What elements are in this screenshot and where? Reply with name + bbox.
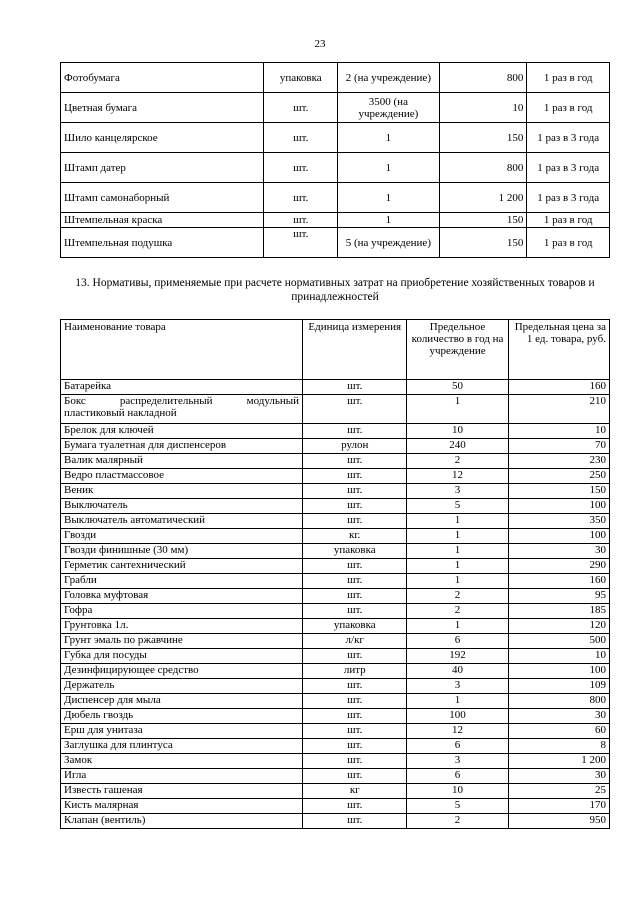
table-row: [61, 529, 610, 544]
item-price: 100: [508, 529, 609, 544]
item-name: Батарейка: [61, 380, 303, 395]
item-unit: шт.: [303, 424, 407, 439]
table-row: [61, 123, 610, 153]
page-number: 23: [314, 38, 326, 50]
table-row: [61, 634, 610, 649]
item-quantity: 3: [407, 484, 508, 499]
header-name: Наименование товара: [61, 320, 303, 380]
item-unit: л/кг: [303, 634, 407, 649]
item-name: Фотобумага: [61, 63, 264, 93]
item-quantity: 50: [407, 380, 508, 395]
item-unit: шт.: [303, 469, 407, 484]
item-unit: шт.: [264, 93, 338, 123]
item-frequency: 1 раз в год: [527, 93, 610, 123]
item-name: Штемпельная подушка: [61, 228, 264, 258]
item-price: 120: [508, 619, 609, 634]
item-quantity: 10: [407, 424, 508, 439]
item-unit: шт.: [303, 484, 407, 499]
item-name: Кисть малярная: [61, 799, 303, 814]
table-row: [61, 439, 610, 454]
item-unit: шт.: [264, 228, 338, 258]
item-name: Головка муфтовая: [61, 589, 303, 604]
item-quantity: 1: [338, 153, 440, 183]
item-name: Игла: [61, 769, 303, 784]
table-row: [61, 604, 610, 619]
item-price: 60: [508, 724, 609, 739]
item-price: 150: [439, 228, 527, 258]
item-price: 210: [508, 395, 609, 424]
header-quantity: Предельное количество в год на учреждение: [407, 320, 508, 380]
item-unit: шт.: [303, 709, 407, 724]
item-quantity: 5 (на учреждение): [338, 228, 440, 258]
table-row: [61, 784, 610, 799]
item-unit: шт.: [303, 499, 407, 514]
item-quantity: 1: [407, 529, 508, 544]
item-price: 150: [439, 123, 527, 153]
item-name: Штамп датер: [61, 153, 264, 183]
table-row: [61, 559, 610, 574]
item-price: 170: [508, 799, 609, 814]
item-name: Валик малярный: [61, 454, 303, 469]
item-price: 160: [508, 380, 609, 395]
item-quantity: 2: [407, 604, 508, 619]
item-name: Клапан (вентиль): [61, 814, 303, 829]
section-heading: 13. Нормативы, применяемые при расчете нормативных затрат на приобретение хозяйственных товаров и принадлежностей: [75, 277, 595, 303]
item-unit: шт.: [303, 739, 407, 754]
item-name: Грабли: [61, 574, 303, 589]
item-price: 800: [439, 63, 527, 93]
item-quantity: 6: [407, 634, 508, 649]
item-price: 100: [508, 499, 609, 514]
table-row: [61, 754, 610, 769]
table-row: [61, 469, 610, 484]
item-quantity: 1: [407, 395, 508, 424]
item-quantity: 2: [407, 454, 508, 469]
item-name: Дюбель гвоздь: [61, 709, 303, 724]
item-price: 8: [508, 739, 609, 754]
item-name: Ерш для унитаза: [61, 724, 303, 739]
item-unit: шт.: [303, 574, 407, 589]
table-row: [61, 664, 610, 679]
table-row: [61, 213, 610, 228]
item-frequency: 1 раз в год: [527, 63, 610, 93]
item-unit: упаковка: [264, 63, 338, 93]
item-frequency: 1 раз в 3 года: [527, 153, 610, 183]
item-quantity: 12: [407, 724, 508, 739]
table-row: [61, 694, 610, 709]
item-quantity: 1: [407, 514, 508, 529]
item-quantity: 100: [407, 709, 508, 724]
item-price: 70: [508, 439, 609, 454]
item-unit: литр: [303, 664, 407, 679]
item-quantity: 10: [407, 784, 508, 799]
item-quantity: 6: [407, 739, 508, 754]
item-price: 100: [508, 664, 609, 679]
item-unit: шт.: [303, 724, 407, 739]
item-quantity: 1: [407, 694, 508, 709]
item-frequency: 1 раз в год: [527, 228, 610, 258]
table-row: [61, 679, 610, 694]
item-name: Диспенсер для мыла: [61, 694, 303, 709]
item-name: Брелок для ключей: [61, 424, 303, 439]
table-row: [61, 395, 610, 424]
table-row: [61, 574, 610, 589]
item-name: Шило канцелярское: [61, 123, 264, 153]
item-price: 500: [508, 634, 609, 649]
item-quantity: 5: [407, 499, 508, 514]
item-name: Ведро пластмассовое: [61, 469, 303, 484]
item-unit: шт.: [303, 679, 407, 694]
item-name: Грунтовка 1л.: [61, 619, 303, 634]
item-name: Выключатель: [61, 499, 303, 514]
item-price: 95: [508, 589, 609, 604]
table-row: [61, 93, 610, 123]
header-unit: Единица измерения: [303, 320, 407, 380]
item-name: Грунт эмаль по ржавчине: [61, 634, 303, 649]
item-quantity: 2: [407, 814, 508, 829]
item-price: 1 200: [439, 183, 527, 213]
item-price: 109: [508, 679, 609, 694]
item-price: 30: [508, 709, 609, 724]
table-row: [61, 589, 610, 604]
table-row: [61, 514, 610, 529]
item-quantity: 2 (на учреждение): [338, 63, 440, 93]
item-frequency: 1 раз в 3 года: [527, 183, 610, 213]
item-unit: шт.: [303, 395, 407, 424]
item-quantity: 2: [407, 589, 508, 604]
item-name: Губка для посуды: [61, 649, 303, 664]
table-row: [61, 63, 610, 93]
table-row: [61, 228, 610, 258]
item-name: Гвозди: [61, 529, 303, 544]
item-price: 10: [508, 649, 609, 664]
item-price: 185: [508, 604, 609, 619]
item-price: 160: [508, 574, 609, 589]
item-price: 800: [439, 153, 527, 183]
item-name: Веник: [61, 484, 303, 499]
item-price: 10: [508, 424, 609, 439]
item-name: Дезинфицирующее средство: [61, 664, 303, 679]
table-row: [61, 619, 610, 634]
item-name: Цветная бумага: [61, 93, 264, 123]
item-quantity: 1: [407, 559, 508, 574]
item-quantity: 1: [338, 123, 440, 153]
table-row: [61, 454, 610, 469]
item-unit: кг: [303, 784, 407, 799]
item-name: Известь гашеная: [61, 784, 303, 799]
item-quantity: 3: [407, 754, 508, 769]
item-unit: кг.: [303, 529, 407, 544]
table-row: [61, 814, 610, 829]
item-name: Герметик сантехнический: [61, 559, 303, 574]
item-quantity: 6: [407, 769, 508, 784]
item-price: 950: [508, 814, 609, 829]
item-unit: шт.: [264, 123, 338, 153]
table-row: [61, 799, 610, 814]
header-price: Предельная цена за 1 ед. товара, руб.: [508, 320, 609, 380]
table-row: [61, 153, 610, 183]
table-row: [61, 183, 610, 213]
table-row: [61, 649, 610, 664]
item-quantity: 240: [407, 439, 508, 454]
item-quantity: 1: [407, 574, 508, 589]
item-quantity: 1: [338, 213, 440, 228]
item-unit: шт.: [303, 799, 407, 814]
item-unit: шт.: [264, 153, 338, 183]
item-name: Штемпельная краска: [61, 213, 264, 228]
item-unit: шт.: [303, 814, 407, 829]
item-price: 250: [508, 469, 609, 484]
item-quantity: 3: [407, 679, 508, 694]
item-unit: шт.: [303, 604, 407, 619]
item-quantity: 1: [407, 619, 508, 634]
item-quantity: 5: [407, 799, 508, 814]
item-price: 30: [508, 769, 609, 784]
item-frequency: 1 раз в год: [527, 213, 610, 228]
table-header-row: [61, 320, 610, 380]
item-price: 1 200: [508, 754, 609, 769]
item-price: 290: [508, 559, 609, 574]
item-unit: шт.: [303, 589, 407, 604]
item-price: 230: [508, 454, 609, 469]
item-price: 150: [508, 484, 609, 499]
item-name: Штамп самонаборный: [61, 183, 264, 213]
item-unit: шт.: [264, 213, 338, 228]
item-unit: шт.: [303, 514, 407, 529]
table-row: [61, 424, 610, 439]
hardware-goods-table: [60, 319, 610, 829]
item-quantity: 3500 (на учреждение): [338, 93, 440, 123]
item-unit: рулон: [303, 439, 407, 454]
item-price: 350: [508, 514, 609, 529]
table-row: [61, 709, 610, 724]
table-row: [61, 484, 610, 499]
item-quantity: 12: [407, 469, 508, 484]
item-unit: шт.: [303, 769, 407, 784]
item-quantity: 192: [407, 649, 508, 664]
item-quantity: 1: [338, 183, 440, 213]
item-unit: шт.: [303, 559, 407, 574]
item-unit: шт.: [303, 380, 407, 395]
table-row: [61, 769, 610, 784]
item-unit: шт.: [264, 183, 338, 213]
item-price: 30: [508, 544, 609, 559]
table-row: [61, 739, 610, 754]
item-unit: шт.: [303, 649, 407, 664]
table-row: [61, 499, 610, 514]
item-name: Бумага туалетная для диспенсеров: [61, 439, 303, 454]
item-name: Гофра: [61, 604, 303, 619]
item-unit: шт.: [303, 454, 407, 469]
item-name: Замок: [61, 754, 303, 769]
table-row: [61, 380, 610, 395]
item-price: 25: [508, 784, 609, 799]
item-unit: упаковка: [303, 544, 407, 559]
item-price: 150: [439, 213, 527, 228]
top-table: [60, 62, 610, 258]
table-row: [61, 544, 610, 559]
item-name: Выключатель автоматический: [61, 514, 303, 529]
item-price: 800: [508, 694, 609, 709]
item-unit: упаковка: [303, 619, 407, 634]
item-quantity: 40: [407, 664, 508, 679]
item-unit: шт.: [303, 694, 407, 709]
item-name: Держатель: [61, 679, 303, 694]
item-frequency: 1 раз в 3 года: [527, 123, 610, 153]
item-unit: шт.: [303, 754, 407, 769]
item-quantity: 1: [407, 544, 508, 559]
table-row: [61, 724, 610, 739]
item-name: Бокс распределительный модульный пластиковый накладной: [61, 395, 303, 424]
item-name: Гвозди финишные (30 мм): [61, 544, 303, 559]
item-name: Заглушка для плинтуса: [61, 739, 303, 754]
item-price: 10: [439, 93, 527, 123]
